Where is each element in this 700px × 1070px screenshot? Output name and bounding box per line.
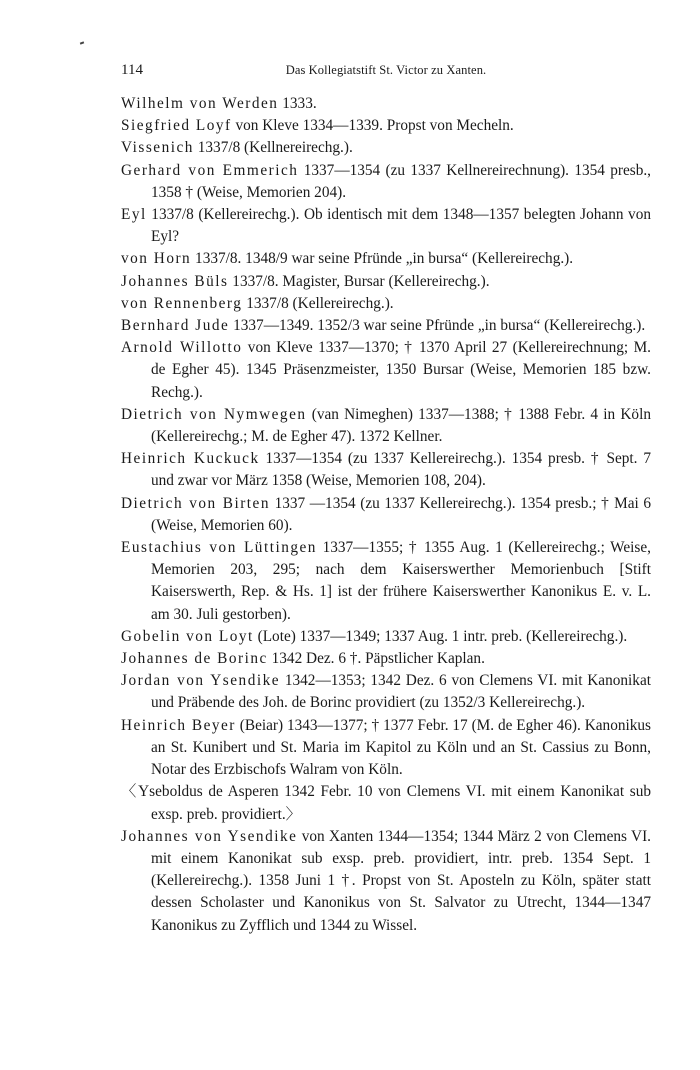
entry-text: 1337/8. Magister, Bursar (Kellereirechg.).	[228, 272, 490, 290]
entry	[121, 160, 651, 204]
entry-text: 1333.	[278, 95, 317, 112]
entry-text: 1337—1354 (zu 1337 Kellereirechg.). 1354 presb. † Sept. 7 und zwar vor März 1358 (Weise, Memorien 108, 204).	[151, 450, 652, 490]
entry-name: Heinrich Beyer	[121, 716, 236, 734]
page-header	[121, 62, 651, 80]
entry-text: 1337—1349. 1352/3 war seine Pfründe „in bursa“ (Kellereirechg.).	[229, 317, 646, 335]
entry-name: von Rennenberg	[121, 294, 243, 312]
entry-text: 1337/8. 1348/9 war seine Pfründe „in bursa“ (Kellereirechg.).	[191, 250, 574, 268]
entry	[121, 404, 651, 448]
entry	[121, 626, 651, 648]
entry	[121, 137, 651, 159]
entry-name: Vissenich	[121, 139, 194, 157]
entry	[121, 204, 651, 248]
entry-list	[121, 93, 651, 937]
entry-name: Johannes de Borinc	[121, 650, 268, 668]
entry-name: Dietrich von Birten	[121, 494, 270, 512]
entry-text: 1337—1354 (zu 1337 Kellnereirechnung). 1354 presb., 1358 † (Weise, Memorien 204).	[151, 161, 652, 201]
entry-name: Johannes Büls	[121, 272, 229, 290]
entry-name: Eustachius von Lüttingen	[121, 539, 317, 557]
entry-name: von Horn	[121, 250, 192, 268]
entry-text: 1337/8 (Kellereirechg.). Ob identisch mit dem 1348—1357 belegten Johann von Eyl?	[146, 206, 651, 246]
entry-text: 1337/8 (Kellereirechg.).	[242, 294, 394, 312]
entry-name: Johannes von Ysendike	[121, 827, 298, 845]
entry-name: Bernhard Jude	[121, 317, 230, 335]
entry-text: 1342—1353; 1342 Dez. 6 von Clemens VI. mit Kanonikat und Präbende des Joh. de Borinc providiert (zu 1352/3 Kellereirechg.).	[151, 672, 651, 712]
entry-text: (Beiar) 1343—1377; † 1377 Febr. 17 (M. de Egher 46). Kanonikus an St. Kunibert und St. Maria im Kapitol zu Köln und an St. Cassius zu Bonn, Notar des Erzbischofs Walram von Köln.	[151, 716, 651, 779]
entry	[121, 781, 651, 825]
entry	[121, 337, 651, 404]
entry	[121, 826, 651, 937]
entry-name: Gerhard von Emmerich	[121, 161, 299, 179]
entry-name: Dietrich von Nymwegen	[121, 405, 307, 423]
entry-text: von Kleve 1334—1339. Propst von Mecheln.	[231, 117, 514, 135]
entry	[121, 271, 651, 293]
entry-text: von Kleve 1337—1370; † 1370 April 27 (Kellereirechnung; M. de Egher 45). 1345 Präsenzmeister, 1350 Bursar (Weise, Memorien 185 bzw. Rechg.).	[151, 339, 651, 401]
entry	[121, 715, 651, 782]
entry	[121, 115, 651, 137]
entry-name: Eyl	[121, 206, 147, 224]
entry	[121, 293, 651, 315]
entry	[121, 493, 651, 537]
entry-name: Arnold Willotto	[121, 339, 243, 357]
entry-name: Gobelin von Loyt	[121, 627, 254, 645]
entry-text: 〈Yseboldus de Asperen 1342 Febr. 10 von Clemens VI. mit einem Kanonikat sub exsp. preb. providiert.〉	[121, 783, 651, 823]
entry-text: (van Nimeghen) 1337—1388; † 1388 Febr. 4 in Köln (Kellereirechg.; M. de Egher 47). 1372 Kellner.	[151, 405, 651, 446]
entry	[121, 648, 651, 670]
running-title: Das Kollegiatstift St. Victor zu Xanten.	[285, 63, 487, 77]
entry-name: Wilhelm von Werden	[121, 95, 279, 112]
entry	[121, 93, 651, 115]
entry-text: von Xanten 1344—1354; 1344 März 2 von Clemens VI. mit einem Kanonikat sub exsp. preb. providiert, intr. preb. 1354 Sept. 1 (Kellereirechg.). 1358 Juni 1 †. Propst von St. Aposteln zu Köln, später statt dessen Scholaster und Kanonikus von St. Salvator zu Utrecht, 1344—1347 Kanonikus zu Zyfflich und 1344 zu Wissel.	[151, 827, 652, 934]
entry	[121, 537, 651, 626]
entry	[121, 315, 651, 337]
entry-text: 1337 —1354 (zu 1337 Kellereirechg.). 1354 presb.; † Mai 6 (Weise, Memorien 60).	[151, 494, 651, 534]
entry	[121, 670, 651, 714]
entry-name: Jordan von Ysendike	[121, 672, 281, 690]
entry-text: 1337/8 (Kellnereirechg.).	[193, 139, 353, 157]
page-number: 114	[121, 62, 143, 78]
entry	[121, 448, 651, 492]
entry-name: Heinrich Kuckuck	[121, 450, 260, 468]
entry-text: (Lote) 1337—1349; 1337 Aug. 1 intr. preb. (Kellereirechg.).	[253, 627, 628, 645]
entry-text: 1342 Dez. 6 †. Päpstlicher Kaplan.	[267, 650, 485, 668]
stray-mark	[80, 41, 84, 44]
entry	[121, 248, 651, 270]
entry-name: Siegfried Loyf	[121, 117, 232, 135]
entry-text: 1337—1355; † 1355 Aug. 1 (Kellereirechg.; Weise, Memorien 203, 295; nach dem Kaiserswerther Memorienbuch [Stift Kaiserswerth, Rep. & Hs. 1] ist der frühere Kaiserswerther Kanonikus E. v. L. am 30. Juli gestorben).	[151, 539, 651, 623]
